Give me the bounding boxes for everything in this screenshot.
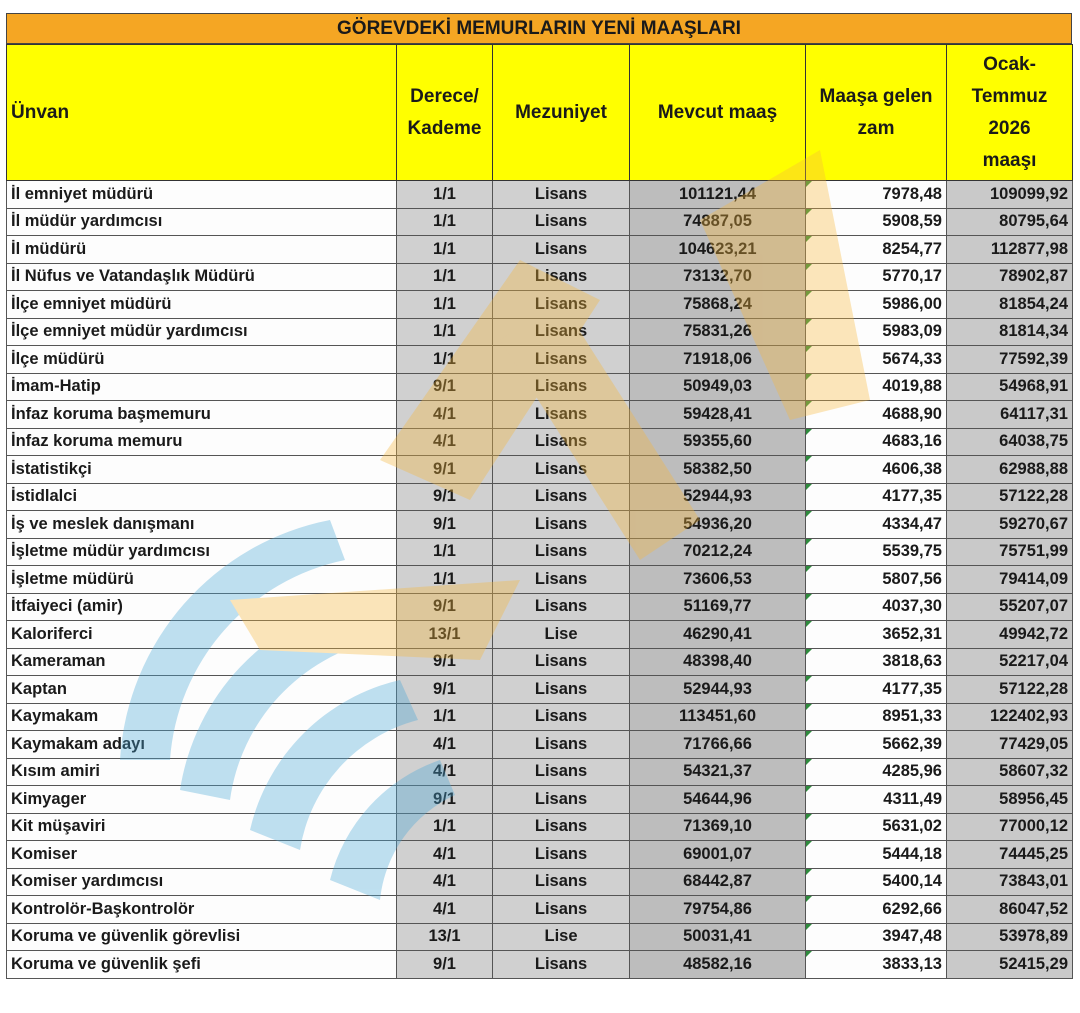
cell-unvan: İl müdürü (7, 236, 397, 264)
table-row (7, 786, 1073, 814)
table-row (7, 841, 1073, 869)
cell-unvan: İnfaz koruma başmemuru (7, 401, 397, 429)
cell-unvan: Kaymakam adayı (7, 731, 397, 759)
cell-mevcut: 46290,41 (630, 621, 806, 649)
cell-yeni: 77000,12 (947, 813, 1073, 841)
cell-yeni: 59270,67 (947, 511, 1073, 539)
header-unvan: Ünvan (7, 45, 397, 181)
cell-mevcut: 48582,16 (630, 951, 806, 979)
cell-zam: 4311,49 (806, 786, 947, 814)
cell-derece: 9/1 (397, 373, 493, 401)
cell-mezuniyet: Lisans (493, 786, 630, 814)
table-row (7, 896, 1073, 924)
cell-unvan: Kısım amiri (7, 758, 397, 786)
table-row (7, 621, 1073, 649)
cell-mevcut: 113451,60 (630, 703, 806, 731)
cell-derece: 9/1 (397, 593, 493, 621)
cell-mezuniyet: Lisans (493, 318, 630, 346)
header-derece: Derece/ Kademe (397, 45, 493, 181)
cell-mezuniyet: Lisans (493, 593, 630, 621)
cell-mezuniyet: Lisans (493, 511, 630, 539)
table-row (7, 401, 1073, 429)
cell-zam: 5539,75 (806, 538, 947, 566)
cell-yeni: 62988,88 (947, 456, 1073, 484)
cell-mezuniyet: Lisans (493, 291, 630, 319)
cell-mezuniyet: Lisans (493, 648, 630, 676)
cell-derece: 1/1 (397, 813, 493, 841)
table-row (7, 566, 1073, 594)
cell-unvan: İstidlalci (7, 483, 397, 511)
cell-zam: 8254,77 (806, 236, 947, 264)
cell-derece: 4/1 (397, 401, 493, 429)
cell-yeni: 52217,04 (947, 648, 1073, 676)
cell-derece: 1/1 (397, 566, 493, 594)
cell-mezuniyet: Lisans (493, 263, 630, 291)
cell-yeni: 57122,28 (947, 483, 1073, 511)
sheet-title: GÖREVDEKİ MEMURLARIN YENİ MAAŞLARI (6, 13, 1072, 44)
cell-yeni: 73843,01 (947, 868, 1073, 896)
cell-mevcut: 69001,07 (630, 841, 806, 869)
cell-zam: 5674,33 (806, 346, 947, 374)
header-yeni-maas: Ocak- Temmuz 2026 maaşı (947, 45, 1073, 181)
cell-mezuniyet: Lise (493, 621, 630, 649)
cell-unvan: İş ve meslek danışmanı (7, 511, 397, 539)
cell-unvan: Koruma ve güvenlik görevlisi (7, 923, 397, 951)
cell-yeni: 79414,09 (947, 566, 1073, 594)
cell-mevcut: 73606,53 (630, 566, 806, 594)
cell-zam: 5400,14 (806, 868, 947, 896)
cell-mezuniyet: Lisans (493, 428, 630, 456)
cell-mevcut: 51169,77 (630, 593, 806, 621)
cell-mezuniyet: Lisans (493, 208, 630, 236)
cell-unvan: Kit müşaviri (7, 813, 397, 841)
cell-mevcut: 59428,41 (630, 401, 806, 429)
cell-derece: 1/1 (397, 181, 493, 209)
cell-unvan: Komiser yardımcısı (7, 868, 397, 896)
table-row (7, 511, 1073, 539)
cell-mezuniyet: Lisans (493, 401, 630, 429)
table-row (7, 456, 1073, 484)
cell-mevcut: 59355,60 (630, 428, 806, 456)
cell-zam: 4177,35 (806, 676, 947, 704)
cell-mezuniyet: Lisans (493, 868, 630, 896)
cell-yeni: 81854,24 (947, 291, 1073, 319)
cell-mevcut: 50031,41 (630, 923, 806, 951)
cell-mevcut: 75831,26 (630, 318, 806, 346)
cell-derece: 1/1 (397, 263, 493, 291)
cell-zam: 3818,63 (806, 648, 947, 676)
cell-derece: 13/1 (397, 621, 493, 649)
cell-derece: 9/1 (397, 648, 493, 676)
cell-yeni: 86047,52 (947, 896, 1073, 924)
cell-mezuniyet: Lisans (493, 676, 630, 704)
cell-derece: 4/1 (397, 758, 493, 786)
cell-zam: 5631,02 (806, 813, 947, 841)
cell-yeni: 81814,34 (947, 318, 1073, 346)
cell-mevcut: 73132,70 (630, 263, 806, 291)
cell-unvan: Kontrolör-Başkontrolör (7, 896, 397, 924)
cell-yeni: 53978,89 (947, 923, 1073, 951)
cell-mevcut: 79754,86 (630, 896, 806, 924)
table-row (7, 428, 1073, 456)
cell-yeni: 122402,93 (947, 703, 1073, 731)
table-row (7, 676, 1073, 704)
cell-unvan: İşletme müdürü (7, 566, 397, 594)
cell-zam: 5662,39 (806, 731, 947, 759)
cell-mevcut: 104623,21 (630, 236, 806, 264)
cell-zam: 4019,88 (806, 373, 947, 401)
cell-derece: 9/1 (397, 456, 493, 484)
cell-zam: 4334,47 (806, 511, 947, 539)
cell-derece: 4/1 (397, 428, 493, 456)
cell-yeni: 77429,05 (947, 731, 1073, 759)
cell-derece: 4/1 (397, 731, 493, 759)
cell-mevcut: 48398,40 (630, 648, 806, 676)
cell-unvan: İlçe emniyet müdürü (7, 291, 397, 319)
cell-zam: 7978,48 (806, 181, 947, 209)
table-row (7, 263, 1073, 291)
cell-yeni: 55207,07 (947, 593, 1073, 621)
table-row (7, 813, 1073, 841)
cell-derece: 1/1 (397, 538, 493, 566)
cell-unvan: İnfaz koruma memuru (7, 428, 397, 456)
cell-zam: 6292,66 (806, 896, 947, 924)
salary-sheet (6, 13, 1072, 979)
cell-derece: 13/1 (397, 923, 493, 951)
table-row (7, 373, 1073, 401)
header-zam: Maaşa gelen zam (806, 45, 947, 181)
header-mezuniyet: Mezuniyet (493, 45, 630, 181)
cell-mezuniyet: Lisans (493, 703, 630, 731)
cell-zam: 4606,38 (806, 456, 947, 484)
cell-mezuniyet: Lisans (493, 181, 630, 209)
table-row (7, 538, 1073, 566)
cell-unvan: İl emniyet müdürü (7, 181, 397, 209)
cell-unvan: Kaymakam (7, 703, 397, 731)
cell-mevcut: 50949,03 (630, 373, 806, 401)
cell-mezuniyet: Lisans (493, 236, 630, 264)
cell-zam: 4037,30 (806, 593, 947, 621)
table-row (7, 318, 1073, 346)
cell-mezuniyet: Lisans (493, 538, 630, 566)
cell-zam: 4688,90 (806, 401, 947, 429)
table-body (7, 181, 1073, 979)
table-row (7, 483, 1073, 511)
cell-zam: 3947,48 (806, 923, 947, 951)
cell-unvan: İl Nüfus ve Vatandaşlık Müdürü (7, 263, 397, 291)
cell-derece: 9/1 (397, 676, 493, 704)
table-row (7, 951, 1073, 979)
cell-mevcut: 54321,37 (630, 758, 806, 786)
cell-zam: 5986,00 (806, 291, 947, 319)
cell-zam: 5807,56 (806, 566, 947, 594)
cell-derece: 9/1 (397, 511, 493, 539)
cell-unvan: Kameraman (7, 648, 397, 676)
header-mevcut-maas: Mevcut maaş (630, 45, 806, 181)
cell-yeni: 64038,75 (947, 428, 1073, 456)
cell-mezuniyet: Lisans (493, 373, 630, 401)
cell-zam: 4683,16 (806, 428, 947, 456)
salary-table (6, 44, 1073, 979)
table-row (7, 181, 1073, 209)
cell-unvan: Komiser (7, 841, 397, 869)
cell-unvan: İlçe emniyet müdür yardımcısı (7, 318, 397, 346)
cell-zam: 8951,33 (806, 703, 947, 731)
cell-mevcut: 70212,24 (630, 538, 806, 566)
table-row (7, 346, 1073, 374)
cell-mezuniyet: Lise (493, 923, 630, 951)
cell-mezuniyet: Lisans (493, 456, 630, 484)
cell-mevcut: 68442,87 (630, 868, 806, 896)
cell-mezuniyet: Lisans (493, 896, 630, 924)
table-row (7, 731, 1073, 759)
cell-yeni: 49942,72 (947, 621, 1073, 649)
cell-yeni: 54968,91 (947, 373, 1073, 401)
cell-unvan: Koruma ve güvenlik şefi (7, 951, 397, 979)
cell-mezuniyet: Lisans (493, 346, 630, 374)
cell-mezuniyet: Lisans (493, 951, 630, 979)
cell-mevcut: 74887,05 (630, 208, 806, 236)
cell-mevcut: 52944,93 (630, 483, 806, 511)
cell-derece: 1/1 (397, 236, 493, 264)
cell-unvan: Kaloriferci (7, 621, 397, 649)
cell-zam: 4285,96 (806, 758, 947, 786)
cell-derece: 4/1 (397, 841, 493, 869)
cell-mevcut: 54644,96 (630, 786, 806, 814)
cell-unvan: İstatistikçi (7, 456, 397, 484)
cell-mevcut: 52944,93 (630, 676, 806, 704)
cell-derece: 9/1 (397, 483, 493, 511)
cell-yeni: 109099,92 (947, 181, 1073, 209)
cell-derece: 4/1 (397, 896, 493, 924)
cell-unvan: İşletme müdür yardımcısı (7, 538, 397, 566)
cell-derece: 9/1 (397, 786, 493, 814)
cell-mezuniyet: Lisans (493, 758, 630, 786)
table-row (7, 648, 1073, 676)
table-row (7, 703, 1073, 731)
cell-mevcut: 54936,20 (630, 511, 806, 539)
cell-zam: 5908,59 (806, 208, 947, 236)
cell-yeni: 57122,28 (947, 676, 1073, 704)
cell-zam: 5770,17 (806, 263, 947, 291)
cell-zam: 5983,09 (806, 318, 947, 346)
cell-mezuniyet: Lisans (493, 813, 630, 841)
cell-yeni: 64117,31 (947, 401, 1073, 429)
cell-derece: 1/1 (397, 208, 493, 236)
cell-yeni: 74445,25 (947, 841, 1073, 869)
table-row (7, 868, 1073, 896)
table-row (7, 236, 1073, 264)
cell-derece: 9/1 (397, 951, 493, 979)
cell-mevcut: 101121,44 (630, 181, 806, 209)
cell-yeni: 78902,87 (947, 263, 1073, 291)
cell-yeni: 52415,29 (947, 951, 1073, 979)
cell-unvan: İlçe müdürü (7, 346, 397, 374)
cell-unvan: Kimyager (7, 786, 397, 814)
cell-mevcut: 71766,66 (630, 731, 806, 759)
cell-derece: 1/1 (397, 318, 493, 346)
cell-zam: 3652,31 (806, 621, 947, 649)
cell-unvan: İl müdür yardımcısı (7, 208, 397, 236)
table-row (7, 593, 1073, 621)
table-row (7, 758, 1073, 786)
cell-mevcut: 75868,24 (630, 291, 806, 319)
cell-derece: 1/1 (397, 291, 493, 319)
cell-mezuniyet: Lisans (493, 483, 630, 511)
cell-mevcut: 71918,06 (630, 346, 806, 374)
cell-unvan: İtfaiyeci (amir) (7, 593, 397, 621)
cell-unvan: İmam-Hatip (7, 373, 397, 401)
cell-derece: 1/1 (397, 703, 493, 731)
cell-yeni: 58607,32 (947, 758, 1073, 786)
cell-zam: 5444,18 (806, 841, 947, 869)
cell-yeni: 77592,39 (947, 346, 1073, 374)
cell-mezuniyet: Lisans (493, 731, 630, 759)
table-row (7, 208, 1073, 236)
cell-yeni: 112877,98 (947, 236, 1073, 264)
cell-yeni: 80795,64 (947, 208, 1073, 236)
cell-derece: 1/1 (397, 346, 493, 374)
cell-zam: 3833,13 (806, 951, 947, 979)
cell-mevcut: 58382,50 (630, 456, 806, 484)
table-row (7, 923, 1073, 951)
cell-mezuniyet: Lisans (493, 841, 630, 869)
cell-zam: 4177,35 (806, 483, 947, 511)
header-row (7, 45, 1073, 181)
cell-yeni: 58956,45 (947, 786, 1073, 814)
cell-yeni: 75751,99 (947, 538, 1073, 566)
table-row (7, 291, 1073, 319)
cell-mevcut: 71369,10 (630, 813, 806, 841)
cell-unvan: Kaptan (7, 676, 397, 704)
cell-mezuniyet: Lisans (493, 566, 630, 594)
cell-derece: 4/1 (397, 868, 493, 896)
